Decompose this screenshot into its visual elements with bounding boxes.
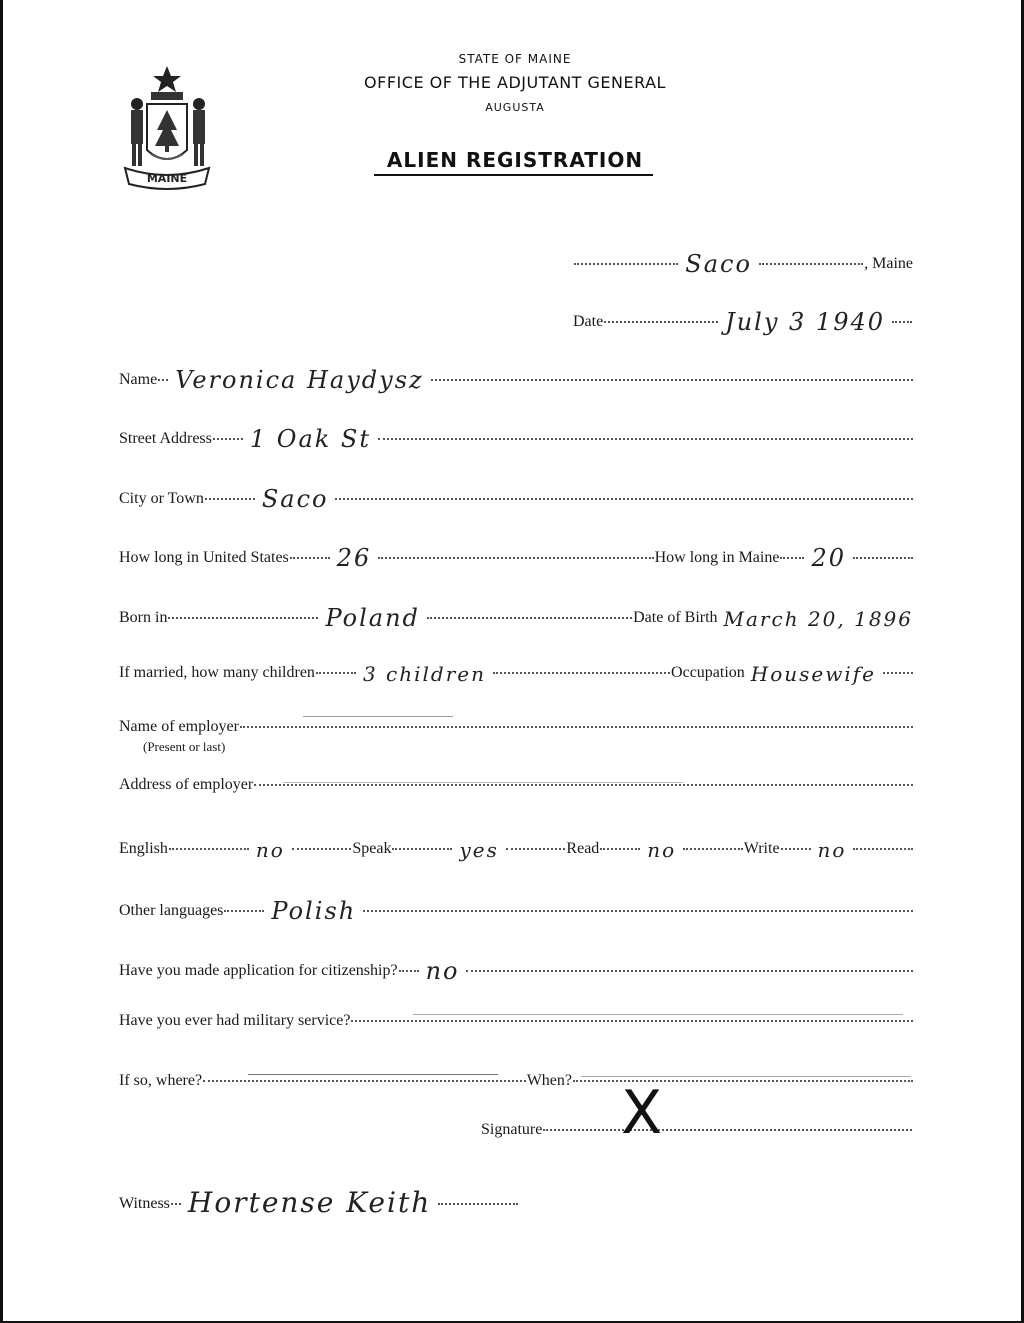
us-time-label: How long in United States bbox=[119, 549, 289, 566]
citizenship-field[interactable] bbox=[119, 953, 914, 985]
signature-mark: X bbox=[621, 1078, 663, 1148]
family-occupation-row bbox=[119, 658, 914, 686]
title-underline bbox=[374, 174, 653, 176]
witness-label: Witness bbox=[119, 1195, 170, 1212]
speak-value[interactable]: yes bbox=[459, 838, 499, 862]
dob-label: Date of Birth bbox=[633, 609, 718, 626]
employer-address-label: Address of employer bbox=[119, 776, 254, 793]
read-value[interactable]: no bbox=[647, 838, 677, 862]
english-row bbox=[119, 834, 914, 862]
witness-value: Hortense Keith bbox=[187, 1186, 432, 1219]
employer-address-dash-stroke bbox=[283, 782, 683, 783]
children-label: If married, how many children bbox=[119, 664, 315, 681]
residence-duration-row bbox=[119, 540, 914, 572]
date-field[interactable] bbox=[573, 304, 913, 336]
english-label: English bbox=[119, 840, 168, 857]
city-label: City or Town bbox=[119, 490, 204, 507]
employer-sublabel: (Present or last) bbox=[143, 739, 226, 754]
occupation-label: Occupation bbox=[671, 664, 745, 681]
street-address-field[interactable] bbox=[119, 421, 914, 453]
signature-field[interactable] bbox=[481, 1121, 913, 1139]
city-value: Saco bbox=[261, 485, 329, 513]
service-location-row bbox=[119, 1072, 914, 1090]
children-value[interactable]: 3 children bbox=[362, 662, 486, 686]
employer-field[interactable] bbox=[119, 718, 914, 736]
where-dash-stroke bbox=[248, 1074, 498, 1075]
where-label: If so, where? bbox=[119, 1072, 203, 1089]
write-value[interactable]: no bbox=[817, 838, 847, 862]
name-field[interactable] bbox=[119, 362, 914, 394]
us-time-value[interactable]: 26 bbox=[336, 544, 372, 572]
occupation-value[interactable]: Housewife bbox=[750, 662, 876, 686]
signature-label: Signature bbox=[481, 1121, 543, 1138]
place-field[interactable] bbox=[573, 246, 914, 278]
city-field[interactable] bbox=[119, 481, 914, 513]
other-languages-value: Polish bbox=[271, 897, 357, 925]
born-in-value[interactable]: Poland bbox=[325, 604, 420, 632]
witness-field[interactable] bbox=[119, 1182, 519, 1219]
header-state: STATE OF MAINE bbox=[458, 52, 572, 66]
when-dash-stroke bbox=[581, 1076, 911, 1077]
write-label: Write bbox=[743, 840, 780, 857]
place-value: Saco bbox=[685, 250, 752, 278]
date-label: Date bbox=[573, 313, 604, 330]
employer-dash-stroke bbox=[303, 716, 453, 717]
citizenship-value: no bbox=[425, 957, 460, 985]
when-label: When? bbox=[526, 1072, 572, 1089]
seal-banner-text: MAINE bbox=[146, 172, 188, 185]
military-dash-stroke bbox=[413, 1014, 903, 1015]
maine-time-value[interactable]: 20 bbox=[811, 544, 846, 572]
street-address-label: Street Address bbox=[119, 430, 212, 447]
place-suffix: , Maine bbox=[864, 255, 914, 272]
form-title: ALIEN REGISTRATION bbox=[386, 148, 644, 172]
military-service-label: Have you ever had military service? bbox=[119, 1012, 351, 1029]
name-value: Veronica Haydysz bbox=[175, 366, 424, 394]
name-label: Name bbox=[119, 371, 158, 388]
street-address-value: 1 Oak St bbox=[249, 425, 372, 453]
speak-label: Speak bbox=[352, 840, 392, 857]
birth-row bbox=[119, 600, 919, 632]
date-value: July 3 1940 bbox=[725, 308, 885, 336]
maine-time-label: How long in Maine bbox=[654, 549, 780, 566]
dob-value[interactable]: March 20, 1896 bbox=[723, 607, 913, 631]
header-office: OFFICE OF THE ADJUTANT GENERAL bbox=[364, 73, 666, 92]
citizenship-label: Have you made application for citizenship? bbox=[119, 962, 398, 979]
english-value[interactable]: no bbox=[255, 838, 285, 862]
header-city: AUGUSTA bbox=[485, 101, 545, 114]
read-label: Read bbox=[566, 840, 600, 857]
other-languages-field[interactable] bbox=[119, 893, 914, 925]
employer-address-field[interactable] bbox=[119, 776, 914, 794]
other-languages-label: Other languages bbox=[119, 902, 224, 919]
born-in-label: Born in bbox=[119, 609, 168, 626]
employer-label: Name of employer bbox=[119, 718, 239, 735]
